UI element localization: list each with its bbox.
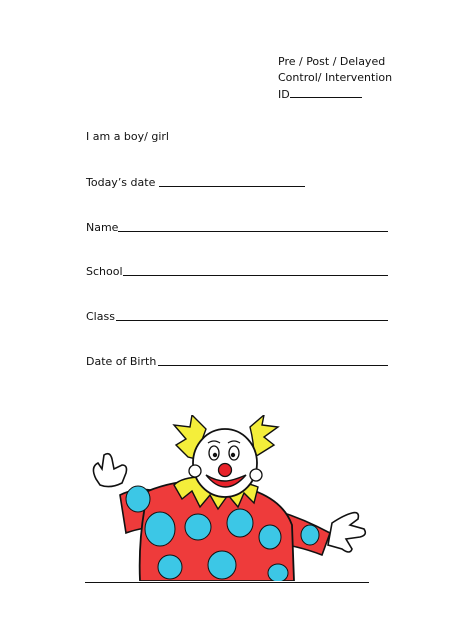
date-blank-line[interactable] xyxy=(159,186,305,187)
name-label: Name xyxy=(86,221,119,234)
dob-blank-line[interactable] xyxy=(158,365,388,366)
group-label: Control/ Intervention xyxy=(278,71,393,84)
bottom-divider-line xyxy=(85,582,369,583)
date-label: Today’s date xyxy=(86,176,156,189)
phase-label: Pre / Post / Delayed xyxy=(278,55,386,68)
id-field[interactable] xyxy=(278,86,392,103)
school-label: School xyxy=(86,265,123,278)
clown-icon xyxy=(82,415,374,581)
id-label: ID xyxy=(278,88,290,101)
left-glove-icon xyxy=(93,454,126,487)
dob-label: Date of Birth xyxy=(86,355,157,368)
right-glove-icon xyxy=(328,513,365,552)
class-blank-line[interactable] xyxy=(116,320,388,321)
class-label: Class xyxy=(86,310,115,323)
id-blank-line[interactable] xyxy=(290,86,362,98)
school-blank-line[interactable] xyxy=(123,275,388,276)
gender-question: I am a boy/ girl xyxy=(86,130,169,143)
study-meta xyxy=(278,54,392,103)
name-blank-line[interactable] xyxy=(118,231,388,232)
nose-icon xyxy=(219,464,232,477)
